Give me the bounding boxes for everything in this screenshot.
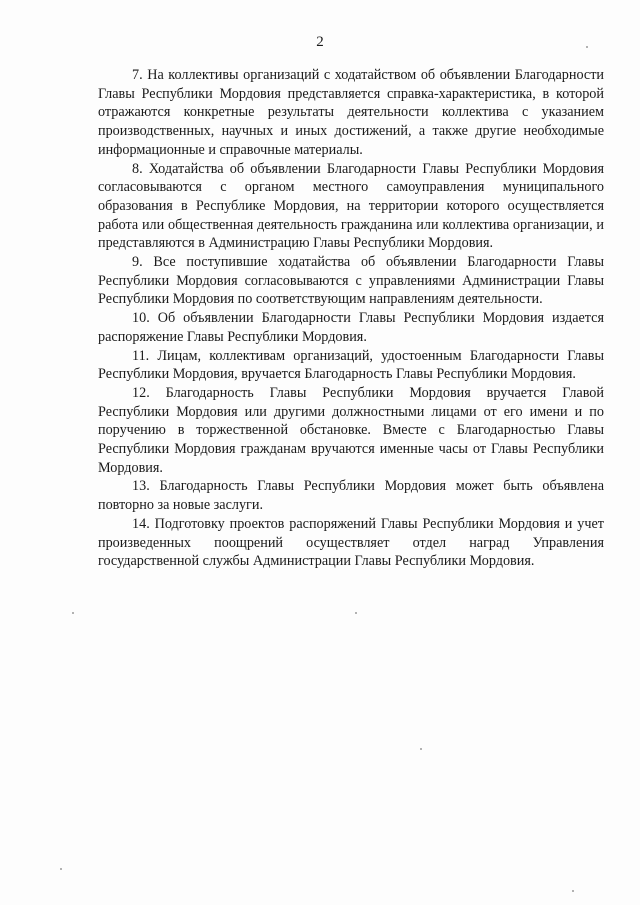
scan-speck (572, 890, 574, 892)
paragraph-13: 13. Благодарность Главы Республики Мордовия может быть объявлена повторно за новые заслуги. (98, 478, 604, 514)
paragraph-10: 10. Об объявлении Благодарности Главы Республики Мордовия издается распоряжение Главы Республики Мордовия. (98, 310, 604, 345)
document-body (98, 66, 604, 571)
page-number: 2 (316, 34, 324, 50)
scan-speck (586, 46, 588, 48)
scan-speck (72, 612, 74, 614)
paragraph-11: 11. Лицам, коллективам организаций, удостоенным Благодарности Главы Республики Мордовия, вручается Благодарность Главы Республики Мордовия. (98, 347, 604, 383)
paragraph-14: 14. Подготовку проектов распоряжений Главы Республики Мордовия и учет произведенных поощрений осуществляет отдел наград Управления государственной службы Администрации Главы Республики Мордовия. (98, 515, 604, 570)
paragraph-9: 9. Все поступившие ходатайства об объявлении Благодарности Главы Республики Мордовия согласовываются с управлениями Администрации Главы Республики Мордовия по соответствующим направлениям деятельности. (98, 254, 604, 308)
scan-speck (420, 748, 422, 750)
scan-speck (355, 612, 357, 614)
scan-speck (60, 868, 62, 870)
paragraph-8: 8. Ходатайства об объявлении Благодарности Главы Республики Мордовия согласовываются с органом местного самоуправления муниципального образования в Республике Мордовия, на территории которого осуществляется работа или общественная деятельность гражданина или коллектива организации, и представляются в Администрацию Главы Республики Мордовия. (98, 160, 604, 252)
paragraph-7: 7. На коллективы организаций с ходатайством об объявлении Благодарности Главы Республики Мордовия представляется справка-характеристика, в которой отражаются конкретные результаты деятельности коллектива с указанием производственных, научных и иных достижений, а также другие необходимые информационные и справочные материалы. (98, 67, 604, 158)
paragraph-12: 12. Благодарность Главы Республики Мордовия вручается Главой Республики Мордовия или другими должностными лицами от его имени и по поручению в торжественной обстановке. Вместе с Благодарностью Главы Республики Мордовия гражданам вручаются именные часы от Главы Республики Мордовия. (98, 384, 604, 476)
